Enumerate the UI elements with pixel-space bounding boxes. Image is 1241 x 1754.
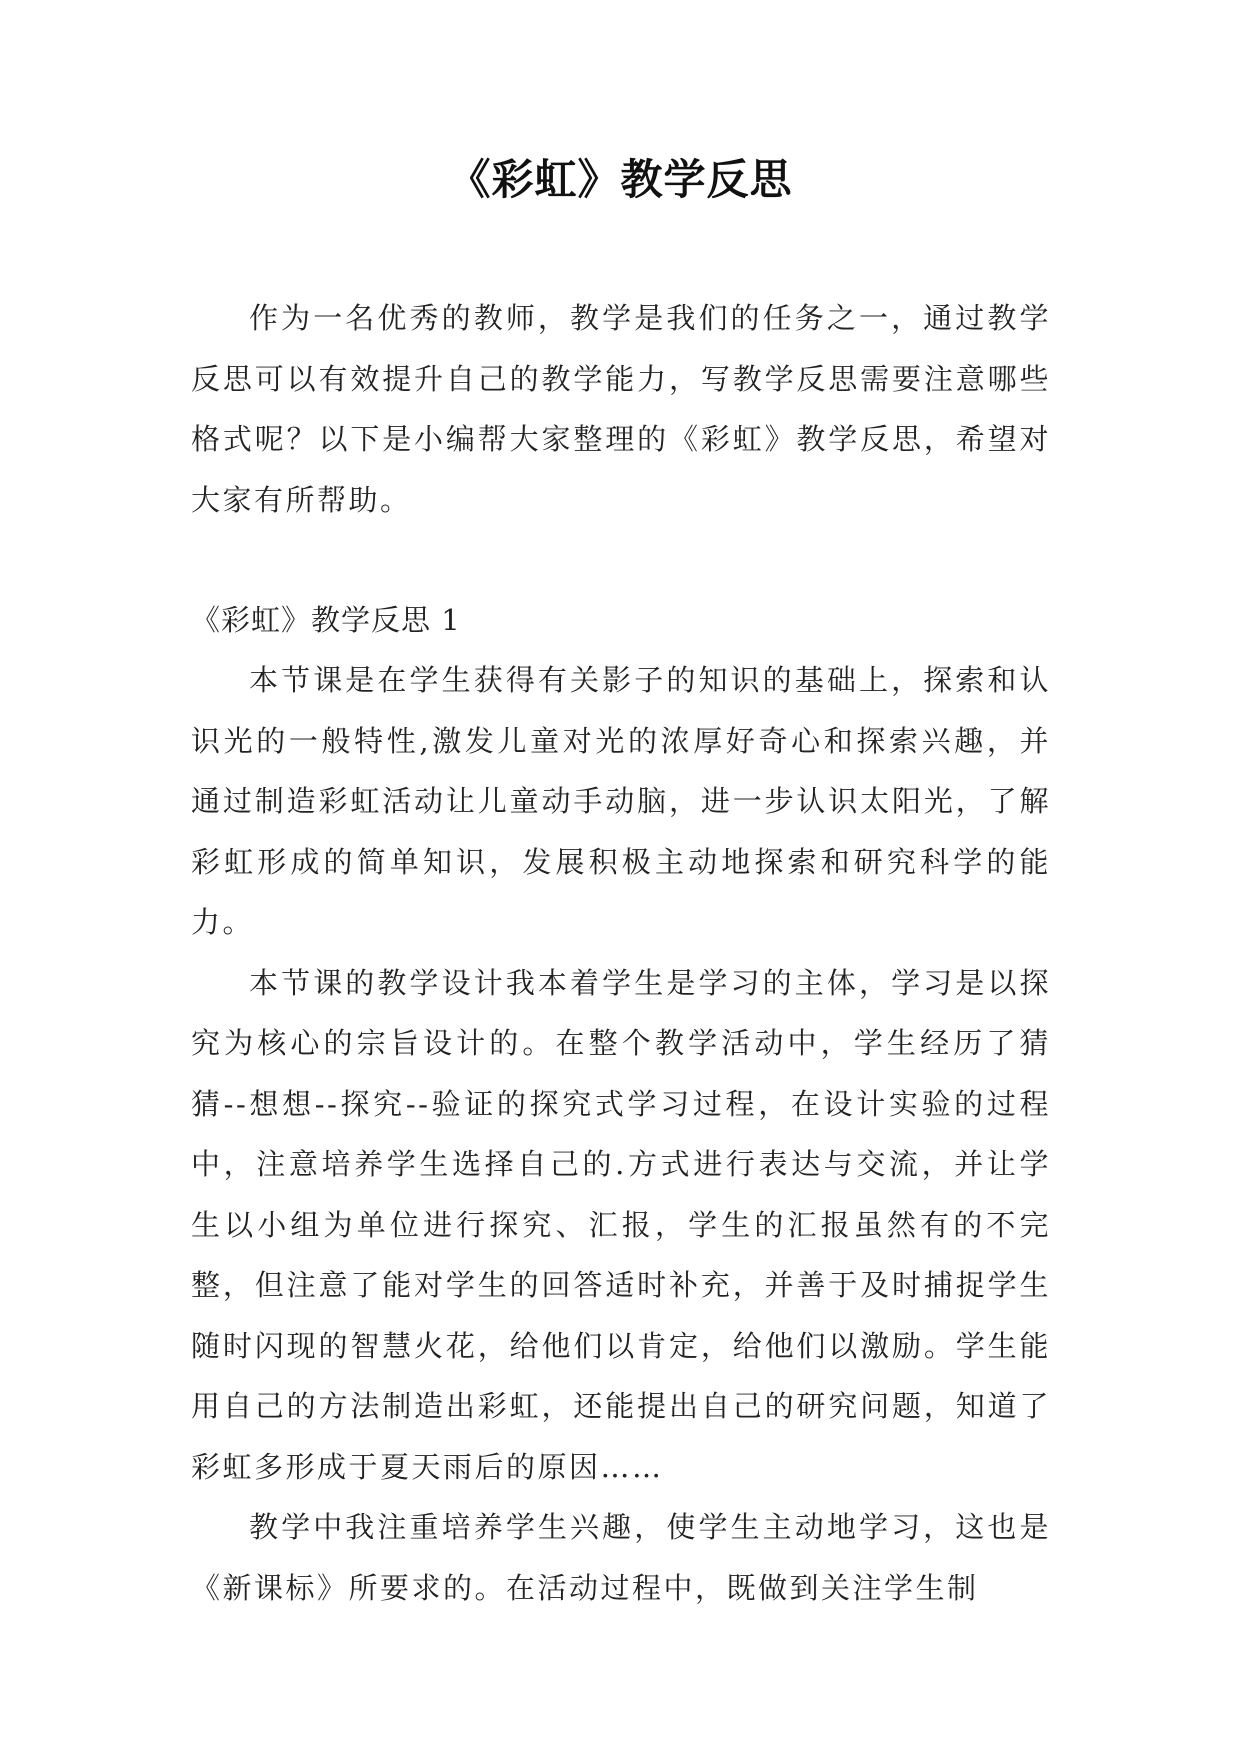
body-paragraph-1: 本节课是在学生获得有关影子的知识的基础上，探索和认识光的一般特性,激发儿童对光的浓厚好奇心和探索兴趣，并通过制造彩虹活动让儿童动手动脑，进一步认识太阳光，了解彩虹形成的简单知识，发展积极主动地探索和研究科学的能力。 <box>191 663 1051 939</box>
intro-paragraph: 作为一名优秀的教师，教学是我们的任务之一，通过教学反思可以有效提升自己的教学能力，写教学反思需要注意哪些格式呢？以下是小编帮大家整理的《彩虹》教学反思，希望对大家有所帮助。 <box>191 301 1051 517</box>
body-paragraph-2: 本节课的教学设计我本着学生是学习的主体，学习是以探究为核心的宗旨设计的。在整个教学活动中，学生经历了猜猜--想想--探究--验证的探究式学习过程，在设计实验的过程中，注意培养学生选择自己的.方式进行表达与交流，并让学生以小组为单位进行探究、汇报，学生的汇报虽然有的不完整，但注意了能对学生的回答适时补充，并善于及时捕捉学生随时闪现的智慧火花，给他们以肯定，给他们以激励。学生能用自己的方法制造出彩虹，还能提出自己的研究问题，知道了彩虹多形成于夏天雨后的原因…… <box>191 965 1051 1484</box>
document-body <box>191 288 1051 1618</box>
document-title: 《彩虹》教学反思 <box>448 155 793 204</box>
section-heading: 《彩虹》教学反思 1 <box>191 603 461 637</box>
body-paragraph-3: 教学中我注重培养学生兴趣，使学生主动地学习，这也是《新课标》所要求的。在活动过程中，既做到关注学生制 <box>191 1510 1051 1605</box>
